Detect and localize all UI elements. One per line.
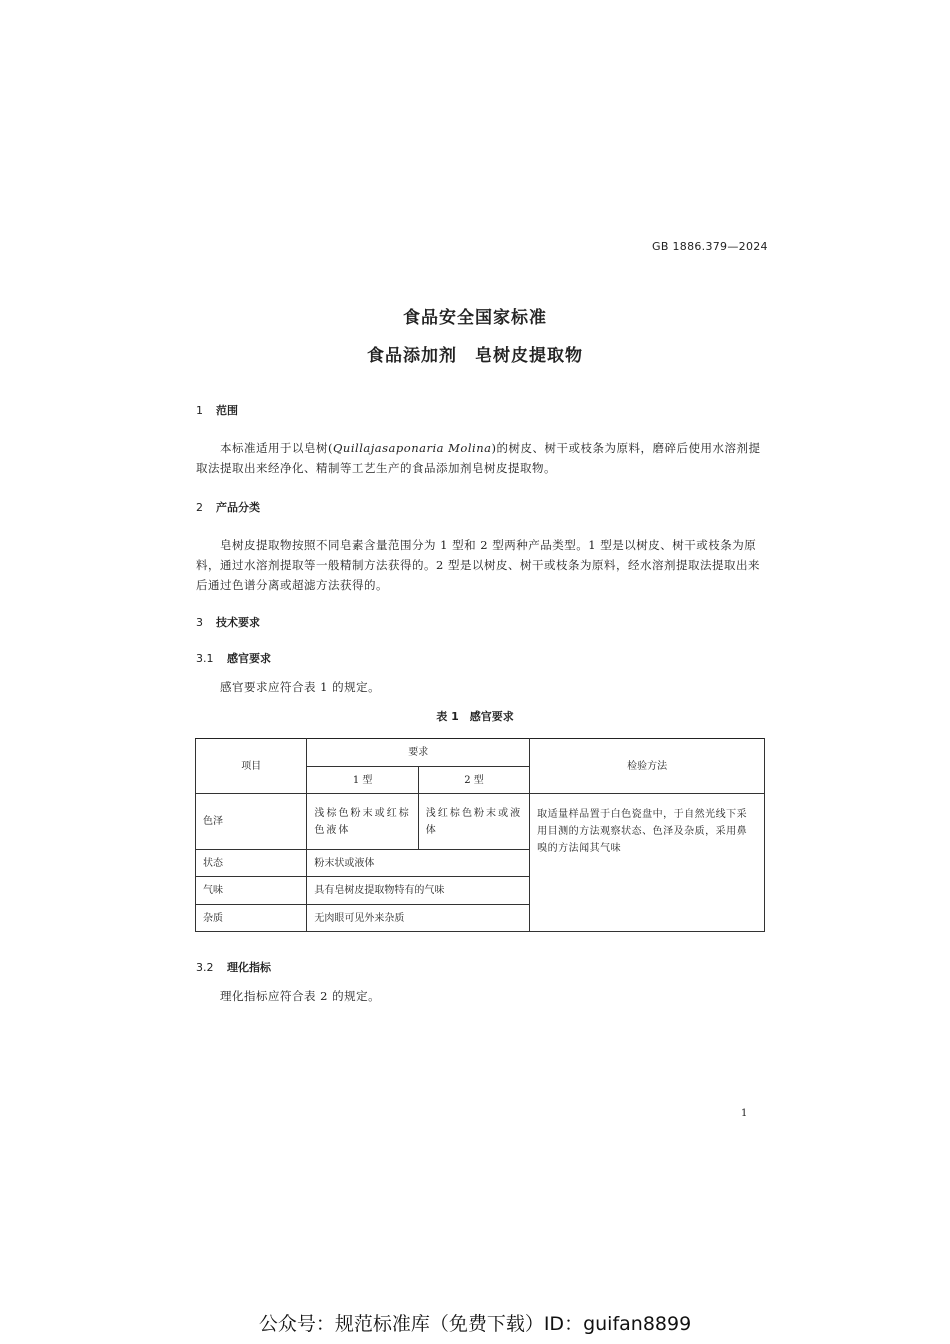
section-number: 1 bbox=[196, 404, 203, 417]
row-item: 状态 bbox=[196, 850, 307, 877]
header-method: 检验方法 bbox=[530, 739, 765, 794]
section-3-2-paragraph: 理化指标应符合表 2 的规定。 bbox=[220, 989, 381, 1003]
header-type2: 2 型 bbox=[418, 767, 529, 794]
table-1-caption: 表 1 感官要求 bbox=[436, 710, 514, 723]
section-3-1-paragraph: 感官要求应符合表 1 的规定。 bbox=[220, 680, 381, 694]
section-title: 范围 bbox=[216, 404, 238, 417]
row-merged: 粉末状或液体 bbox=[307, 850, 530, 877]
section-title: 理化指标 bbox=[227, 961, 271, 974]
section-title: 感官要求 bbox=[227, 652, 271, 665]
section-3-heading bbox=[196, 614, 260, 630]
document-title: 食品安全国家标准 bbox=[403, 308, 547, 328]
section-1-heading bbox=[196, 402, 238, 418]
footer-watermark: 公众号：规范标准库（免费下载）ID：guifan8899 bbox=[258, 1313, 692, 1335]
section-number: 2 bbox=[196, 501, 203, 514]
row-item: 气味 bbox=[196, 877, 307, 905]
section-number: 3.2 bbox=[196, 961, 214, 974]
header-item: 项目 bbox=[196, 739, 307, 794]
document-subtitle: 食品添加剂 皂树皮提取物 bbox=[367, 346, 583, 366]
header-requirement: 要求 bbox=[307, 739, 530, 767]
row-merged: 无肉眼可见外来杂质 bbox=[307, 905, 530, 932]
section-2-heading bbox=[196, 499, 260, 515]
row-item: 杂质 bbox=[196, 905, 307, 932]
table-row bbox=[196, 794, 765, 850]
section-title: 产品分类 bbox=[216, 501, 260, 514]
standard-number: GB 1886.379—2024 bbox=[652, 240, 768, 253]
row-item: 色泽 bbox=[196, 794, 307, 850]
section-title: 技术要求 bbox=[216, 616, 260, 629]
section-1-paragraph: 本标准适用于以皂树(Quillajasaponaria Molina)的树皮、树干或枝条为原料，磨碎后使用水溶剂提取法提取出来经净化、精制等工艺生产的食品添加剂皂树皮提取物。 bbox=[196, 441, 761, 475]
section-number: 3 bbox=[196, 616, 203, 629]
page-number: 1 bbox=[741, 1108, 748, 1119]
row-type1: 浅棕色粉末或红棕色液体 bbox=[307, 794, 418, 850]
table-1 bbox=[195, 738, 765, 932]
section-3-2-heading bbox=[196, 959, 271, 975]
latin-name: Quillajasaponaria Molina bbox=[333, 441, 492, 455]
row-type2: 浅红棕色粉末或液体 bbox=[418, 794, 529, 850]
header-type1: 1 型 bbox=[307, 767, 418, 794]
method-cell: 取适量样品置于白色瓷盘中，于自然光线下采用目测的方法观察状态、色泽及杂质，采用鼻嗅的方法闻其气味 bbox=[530, 794, 765, 932]
section-number: 3.1 bbox=[196, 652, 214, 665]
row-merged: 具有皂树皮提取物特有的气味 bbox=[307, 877, 530, 905]
section-2-paragraph: 皂树皮提取物按照不同皂素含量范围分为 1 型和 2 型两种产品类型。1 型是以树皮、树干或枝条为原料，通过水溶剂提取等一般精制方法获得的。2 型是以树皮、树干或枝条为原料，经水溶剂提取法提取出来后通过色谱分离或超滤方法获得的。 bbox=[196, 538, 760, 592]
section-3-1-heading bbox=[196, 650, 271, 666]
